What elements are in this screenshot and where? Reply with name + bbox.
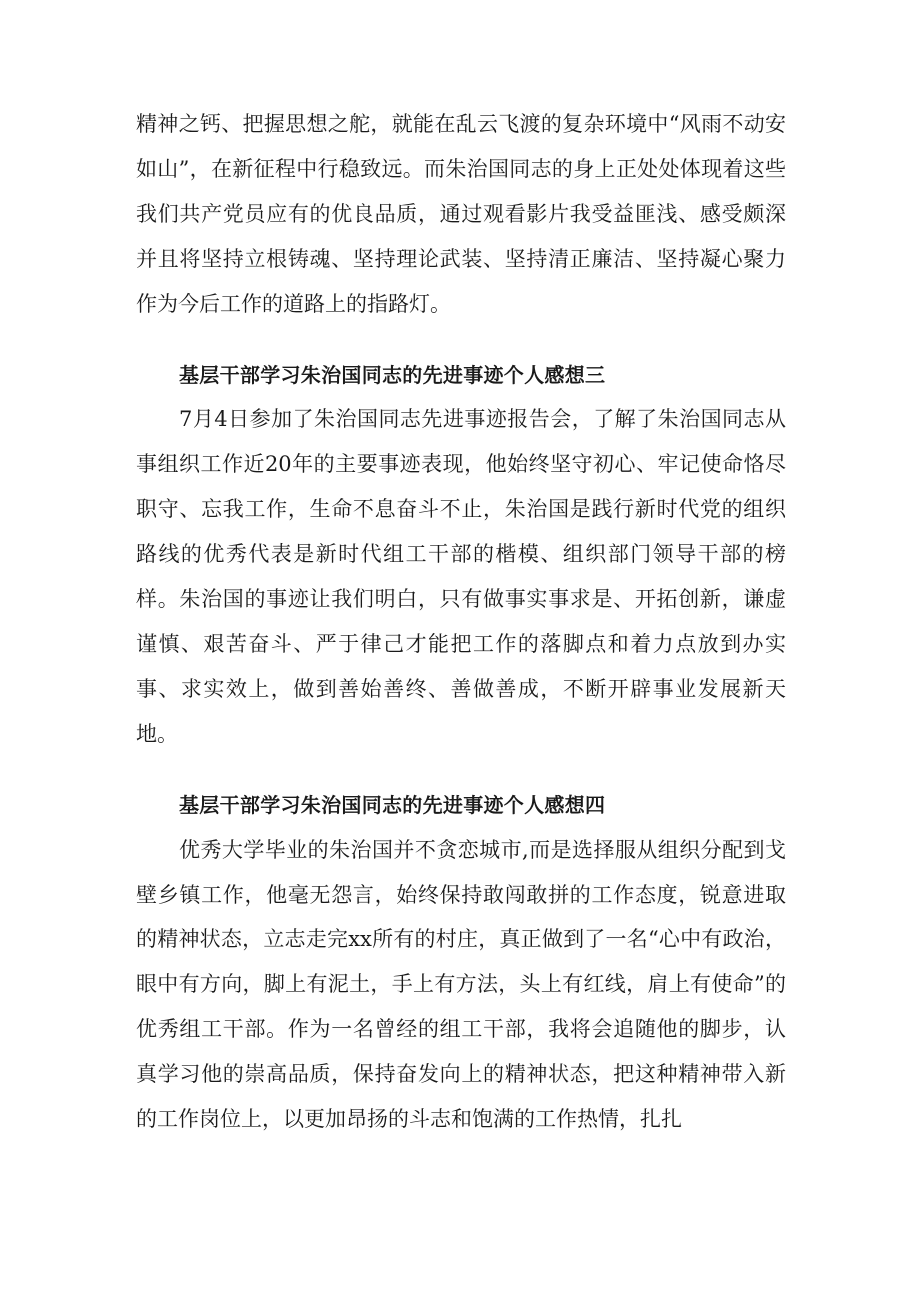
section-heading-4: 基层干部学习朱治国同志的先进事迹个人感想四 bbox=[179, 792, 606, 817]
paragraph-1: 精神之钙、把握思想之舵，就能在乱云飞渡的复杂环境中“风雨不动安如山”，在新征程中行稳致远。而朱治国同志的身上正处处体现着这些我们共产党员应有的优良品质，通过观看影片我受益匪浅、感受颇深并且将坚持立根铸魂、坚持理论武装、坚持清正廉洁、坚持凝心聚力作为今后工作的道路上的指路灯。 bbox=[136, 112, 786, 316]
paragraph-2: 7月4日参加了朱治国同志先进事迹报告会，了解了朱治国同志从事组织工作近20年的主要事迹表现，他始终坚守初心、牢记使命恪尽职守、忘我工作，生命不息奋斗不止，朱治国是践行新时代党的组织路线的优秀代表是新时代组工干部的楷模、组织部门领导干部的榜样。朱治国的事迹让我们明白，只有做事实事求是、开拓创新，谦虚谨慎、艰苦奋斗、严于律己才能把工作的落脚点和着力点放到办实事、求实效上，做到善始善终、善做善成，不断开辟事业发展新天地。 bbox=[136, 407, 786, 746]
paragraph-3: 优秀大学毕业的朱治国并不贪恋城市,而是选择服从组织分配到戈壁乡镇工作，他毫无怨言，始终保持敢闯敢拼的工作态度，锐意进取的精神状态，立志走完xx所有的村庄，真正做到了一名“心中有政治，眼中有方向，脚上有泥土，手上有方法，头上有红线，肩上有使命”的优秀组工干部。作为一名曾经的组工干部，我将会追随他的脚步，认真学习他的崇高品质，保持奋发向上的精神状态，把这种精神带入新的工作岗位上，以更加昂扬的斗志和饱满的工作热情，扎扎 bbox=[136, 837, 786, 1132]
paragraph-spacer bbox=[136, 327, 786, 353]
document-body bbox=[136, 102, 786, 1142]
paragraph-spacer bbox=[136, 757, 786, 783]
section-heading-3: 基层干部学习朱治国同志的先进事迹个人感想三 bbox=[179, 362, 606, 387]
